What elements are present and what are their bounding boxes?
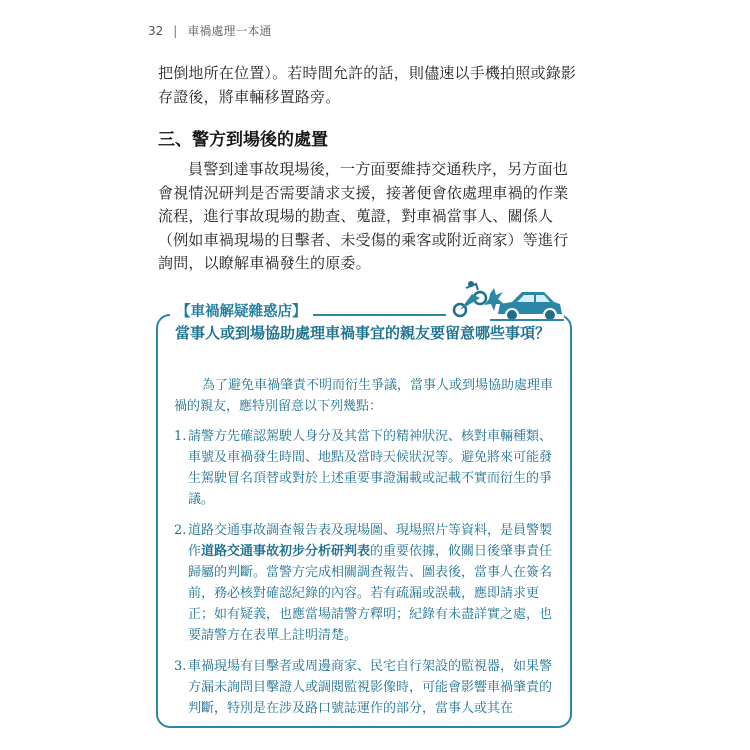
item-number: 3. <box>174 659 187 674</box>
item-text-bold: 道路交通事故初步分析研判表 <box>201 544 371 559</box>
item-number: 2. <box>174 523 187 538</box>
item-text-before: 道路交通事故調查報告表及現場圖、現場照片等資料，是員警製作 <box>188 523 553 559</box>
car-accident-icon <box>446 280 564 324</box>
item-text: 請警方先確認駕駛人身分及其當下的精神狀況、核對車輛種類、車號及車禍發生時間、地點及當時天候狀況等。避免將來可能發生駕駛冒名頂替或對於上述重要事證漏載或記載不實而衍生的爭議。 <box>188 429 553 507</box>
tip-question: 當事人或到場協助處理車禍事宜的親友要留意哪些事項？ <box>175 324 551 342</box>
header-separator: | <box>173 23 178 38</box>
page-number: 32 <box>148 23 164 38</box>
item-text-after: 的重要依據，攸關日後肇事責任歸屬的判斷。當警方完成相關調查報告、圖表後，當事人在簽名前，務必核對確認紀錄的內容。若有疏漏或誤載，應即請求更正；如有疑義，也應當場請警方釋明；紀錄有未盡詳實之處，也要請警方在表單上註明清楚。 <box>188 544 553 643</box>
section-title: 三、警方到場後的處置 <box>158 130 328 150</box>
page-header <box>148 22 271 39</box>
item-text <box>188 520 554 646</box>
paragraph-top: 把倒地所在位置）。若時間允許的話，則儘速以手機拍照或錄影存證後，將車輛移置路旁。 <box>158 64 577 106</box>
list-item <box>174 426 554 510</box>
item-number: 1. <box>174 429 187 444</box>
list-item <box>174 656 554 719</box>
tip-box-title: 【車禍解疑雜惑店】 <box>170 300 313 321</box>
item-text: 車禍現場有目擊者或周邊商家、民宅自行架設的監視器，如果警方漏未詢問目擊證人或調閱監視影像時，可能會影響車禍肇責的判斷，特別是在涉及路口號誌運作的部分，當事人或其在 <box>188 659 553 716</box>
list-item <box>174 520 554 646</box>
tip-intro: 為了避免車禍肇責不明而衍生爭議，當事人或到場協助處理車禍的親友，應特別留意以下列幾點： <box>174 378 554 414</box>
book-title: 車禍處理一本通 <box>187 24 272 38</box>
paragraph-main: 員警到達事故現場後，一方面要維持交通秩序，另方面也會視情況研判是否需要請求支援，接著便會依處理車禍的作業流程，進行事故現場的勘查、蒐證，對車禍當事人、關係人（例如車禍現場的目擊者、未受傷的乘客或附近商家）等進行詢問，以瞭解車禍發生的原委。 <box>158 160 569 272</box>
tip-list <box>174 426 554 729</box>
